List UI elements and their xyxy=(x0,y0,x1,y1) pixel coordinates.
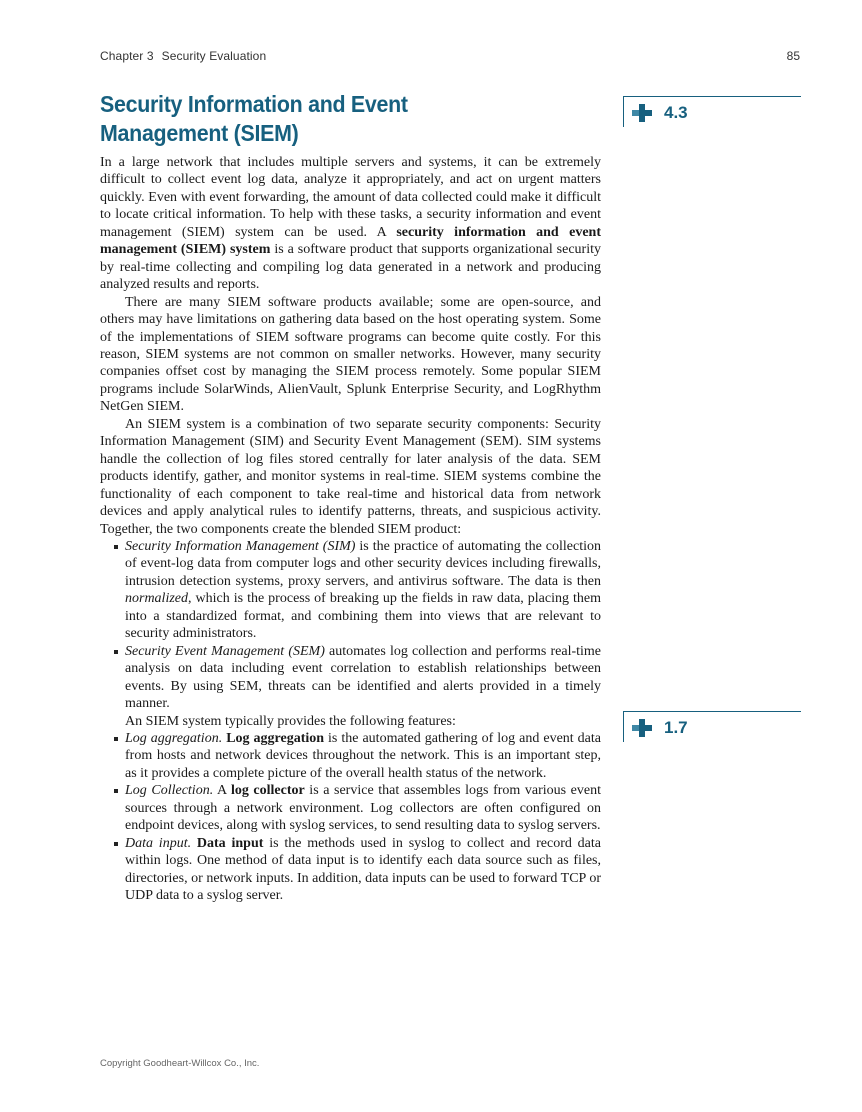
bullet-list xyxy=(100,730,601,905)
page-number: 85 xyxy=(786,49,800,63)
copyright-footer: Copyright Goodheart-Willcox Co., Inc. xyxy=(100,1058,260,1069)
section-heading: Security Information and Event Management (SIEM) xyxy=(100,91,408,146)
margin-reference xyxy=(623,96,801,127)
italic-term: Log aggregation. xyxy=(125,730,223,746)
text-run: automates log collection and performs real-time analysis on data including event correlation to establish relationships between events. By using SEM, threats can be identified and alerts provided in a timely manner. xyxy=(125,643,602,712)
chapter-title: Security Evaluation xyxy=(161,49,267,63)
margin-reference-label: 4.3 xyxy=(664,103,688,122)
text-run: There are many SIEM software products available; some are open-source, and others may have limitations on gathering data based on the host operating system. Some of the implementations of SIEM software programs can become quite costly. For this reason, SIEM systems are not common on smaller networks. However, many security companies offset cost by managing the SIEM process remotely. Some popular SIEM programs include SolarWinds, AlienVault, Splunk Enterprise Security, and LogRhythm NetGen SIEM. xyxy=(100,294,601,415)
chapter-number: Chapter 3 xyxy=(100,49,154,63)
italic-term: Security Event Management (SEM) xyxy=(125,643,325,659)
key-term: log collector xyxy=(230,783,305,799)
running-header xyxy=(100,49,266,63)
text-run: is a software product that supports organizational security by real-time collecting and compiling log data generated in a network and producing analyzed results and reports. xyxy=(100,242,601,293)
text-run: A xyxy=(213,783,231,799)
list-item xyxy=(100,835,601,905)
text-run: is a service that assembles logs from various event sources through a network environment. Log collectors are often configured on endpoint devices, along with syslog services, to send resulting data to syslog servers. xyxy=(125,783,601,834)
text-run: An SIEM system is a combination of two separate security components: Security Information Management (SIM) and Security Event Management (SEM). SIM systems handle the collection of log files stored centrally for later analysis of the data. SEM products identify, gather, and monitor systems in real-time. SIEM systems combine the functionality of each component to take real-time and historical data from network devices and apply analytical rules to identify patterns, threats, and suspicious activity. Together, the two components create the blended SIEM product: xyxy=(100,416,601,537)
italic-term: normalized xyxy=(125,591,188,607)
text-run: is the methods used in syslog to collect and record data within logs. One method of data input is to identify each data source such as files, directories, or network inputs. In addition, data inputs can be used to forward TCP or UDP data to a syslog server. xyxy=(125,835,601,904)
key-term: Log aggregation xyxy=(226,730,325,746)
plus-icon xyxy=(632,719,652,737)
paragraph xyxy=(100,713,601,730)
text-run: , which is the process of breaking up the fields in raw data, placing them into a standardized format, and combining them into views that are relevant to security administrators. xyxy=(125,591,601,642)
bullet-list xyxy=(100,538,601,713)
margin-reference-label: 1.7 xyxy=(664,718,688,737)
paragraph xyxy=(100,416,601,538)
list-item xyxy=(100,782,601,834)
key-term: security information and event management (SIEM) system xyxy=(100,224,601,258)
plus-icon xyxy=(632,104,652,122)
list-item xyxy=(100,643,601,713)
paragraph xyxy=(100,154,601,294)
key-term: Data input xyxy=(196,835,264,851)
italic-term: Data input. xyxy=(125,835,192,851)
margin-reference xyxy=(623,711,801,742)
text-run: An SIEM system typically provides the following features: xyxy=(125,713,456,729)
italic-term: Security Information Management (SIM) xyxy=(125,538,356,554)
list-item xyxy=(100,538,601,643)
text-run: is the practice of automating the collection of event-log data from computer logs and other security devices including firewalls, intrusion detection systems, proxy servers, and antivirus software. The data is then xyxy=(125,538,601,589)
list-item xyxy=(100,730,601,782)
body-text xyxy=(100,154,601,904)
text-run: In a large network that includes multiple servers and systems, it can be extremely difficult to collect event log data, analyze it appropriately, and act on urgent matters quickly. Even with event forwarding, the amount of data collected could make it difficult to locate critical information. To help with these tasks, a security information and event management (SIEM) system can be used. A xyxy=(100,155,601,240)
text-run: is the automated gathering of log and event data from hosts and network devices throughout the network. This is an important step, as it provides a complete picture of the overall health status of the network. xyxy=(125,730,601,781)
paragraph xyxy=(100,294,601,416)
italic-term: Log Collection. xyxy=(125,783,214,799)
